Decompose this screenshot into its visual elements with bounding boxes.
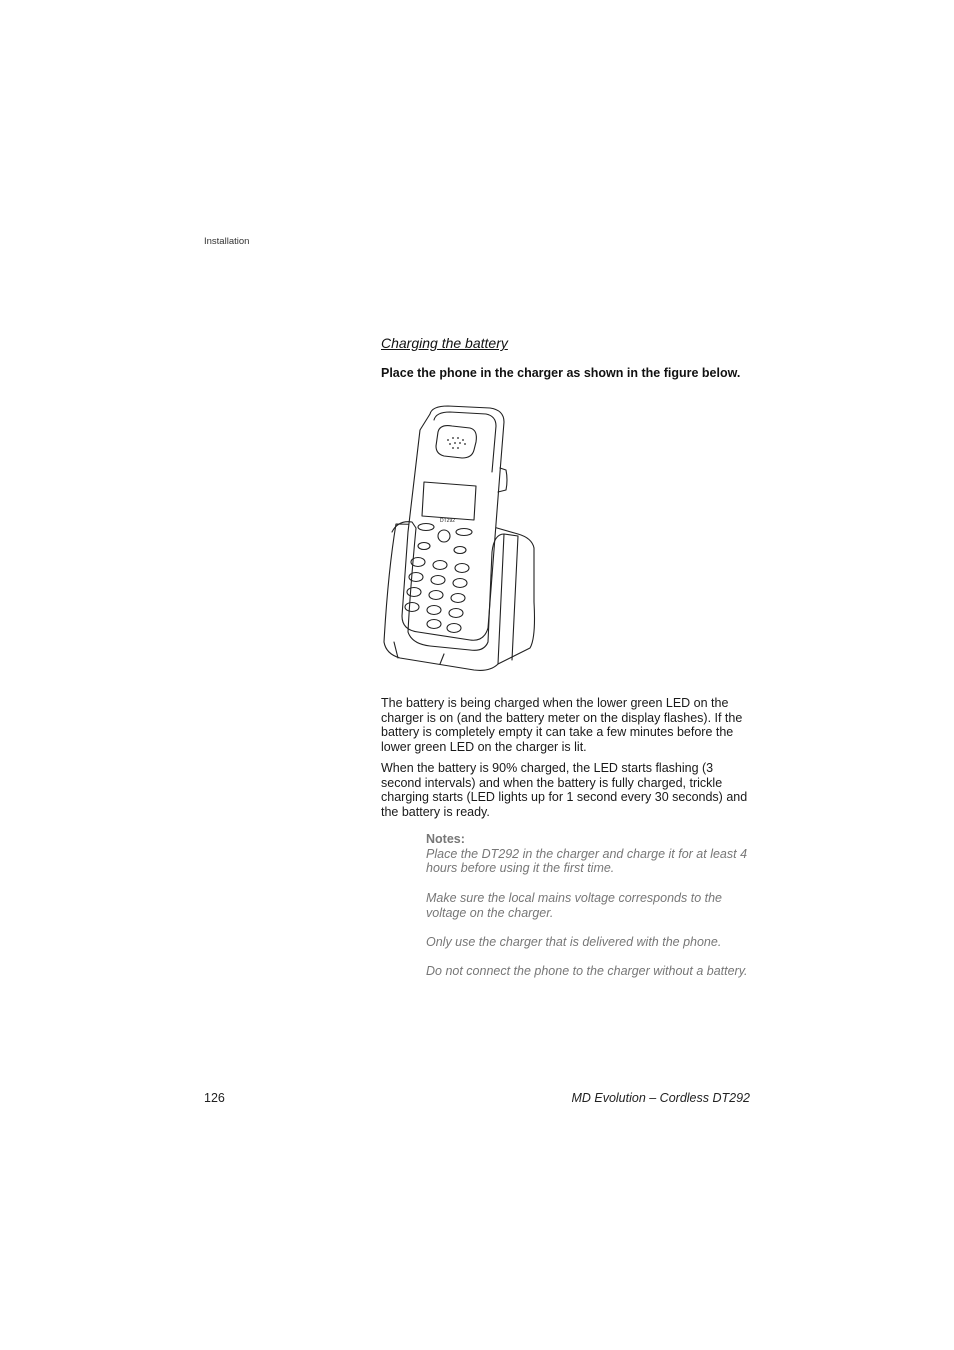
paragraph-trickle-charging: When the battery is 90% charged, the LED starts flashing (3 second intervals) and when the battery is fully charged, trickle charging starts (LED lights up for 1 second every 30 seconds) and the battery is ready. (381, 761, 748, 820)
section-label: Installation (204, 236, 250, 247)
note-item: Make sure the local mains voltage corresponds to the voltage on the charger. (426, 890, 722, 920)
paragraph-charging-led: The battery is being charged when the lower green LED on the charger is on (and the battery meter on the display flashes). If the battery is completely empty it can take a few minutes before the lower green LED on the charger is lit. (381, 696, 743, 755)
notes-block (426, 832, 756, 994)
instruction-text: Place the phone in the charger as shown in the figure below. (381, 366, 741, 380)
document-title: MD Evolution – Cordless DT292 (571, 1091, 750, 1105)
notes-title: Notes: (426, 832, 465, 846)
section-heading: Charging the battery (381, 335, 508, 351)
page-number: 126 (204, 1091, 225, 1105)
note-item: Do not connect the phone to the charger without a battery. (426, 964, 748, 979)
charger-figure (378, 402, 540, 684)
svg-text:DT292: DT292 (440, 518, 456, 524)
phone-in-charger-illustration (378, 402, 540, 684)
note-item: Only use the charger that is delivered with the phone. (426, 934, 722, 949)
note-item: Place the DT292 in the charger and charge it for at least 4 hours before using it the first time. (426, 846, 748, 876)
